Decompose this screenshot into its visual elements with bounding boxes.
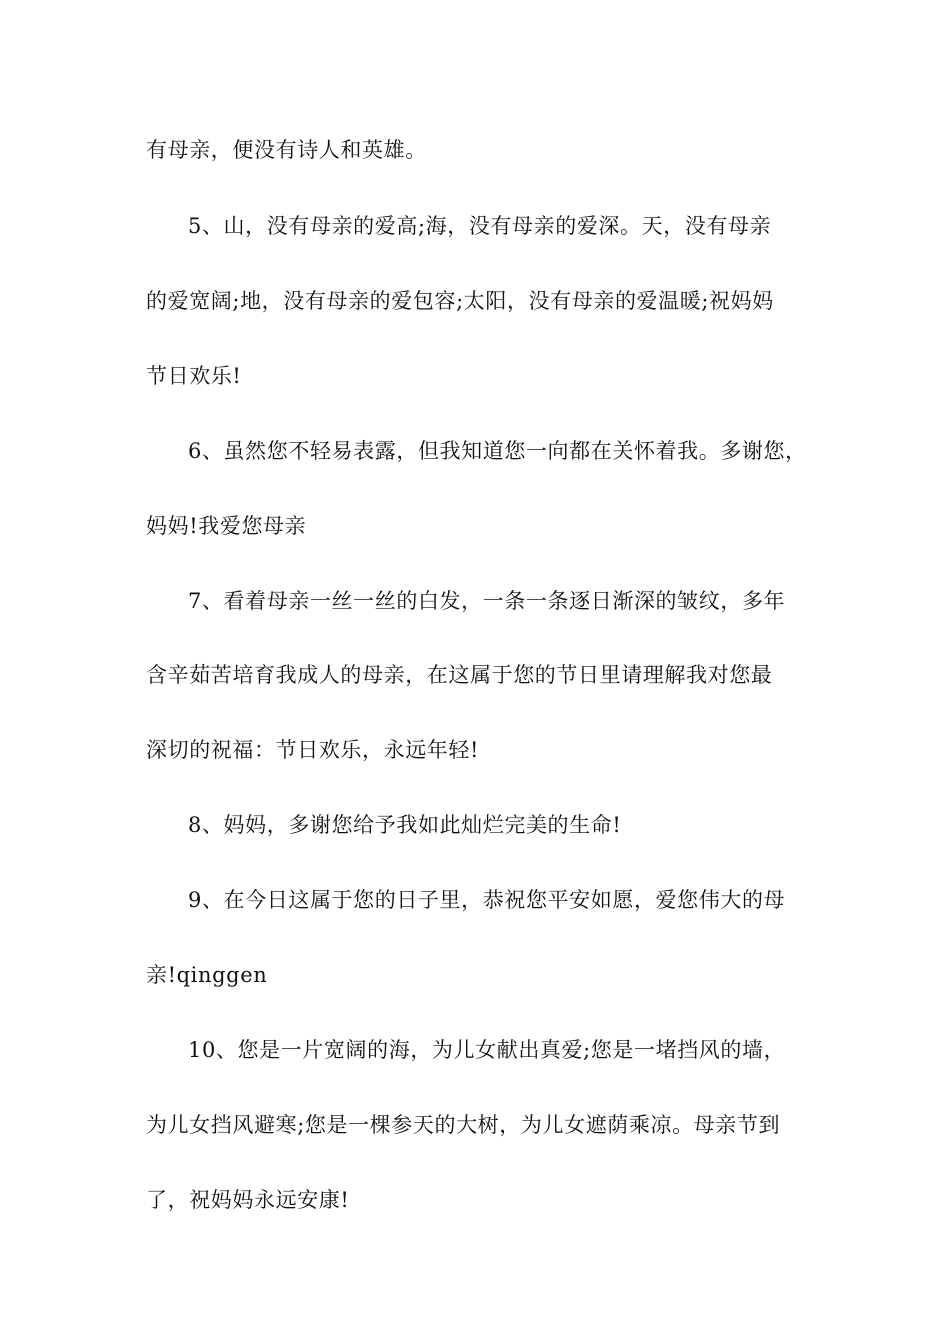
text-line: 含辛茹苦培育我成人的母亲，在这属于您的节日里请理解我对您最 xyxy=(146,663,773,687)
text-line: 8、妈妈，多谢您给予我如此灿烂完美的生命! xyxy=(188,813,622,837)
text-line: 了，祝妈妈永远安康! xyxy=(146,1188,350,1212)
text-line: 亲!qinggen xyxy=(146,963,268,987)
text-line: 节日欢乐! xyxy=(146,364,242,388)
text-line: 为儿女挡风避寒;您是一棵参天的大树，为儿女遮荫乘凉。母亲节到 xyxy=(146,1113,781,1137)
text-line: 有母亲，便没有诗人和英雄。 xyxy=(146,138,427,162)
text-line: 5、山，没有母亲的爱高;海，没有母亲的爱深。天，没有母亲 xyxy=(188,214,772,238)
text-line: 深切的祝福：节日欢乐，永远年轻! xyxy=(146,738,480,762)
text-line: 10、您是一片宽阔的海，为儿女献出真爱;您是一堵挡风的墙， xyxy=(188,1038,786,1062)
text-line: 7、看着母亲一丝一丝的白发，一条一条逐日渐深的皱纹，多年 xyxy=(188,589,786,613)
text-line: 妈妈!我爱您母亲 xyxy=(146,514,307,538)
text-line: 6、虽然您不轻易表露，但我知道您一向都在关怀着我。多谢您， xyxy=(188,439,807,463)
text-line: 9、在今日这属于您的日子里，恭祝您平安如愿，爱您伟大的母 xyxy=(188,888,786,912)
text-line: 的爱宽阔;地，没有母亲的爱包容;太阳，没有母亲的爱温暖;祝妈妈 xyxy=(146,289,774,313)
